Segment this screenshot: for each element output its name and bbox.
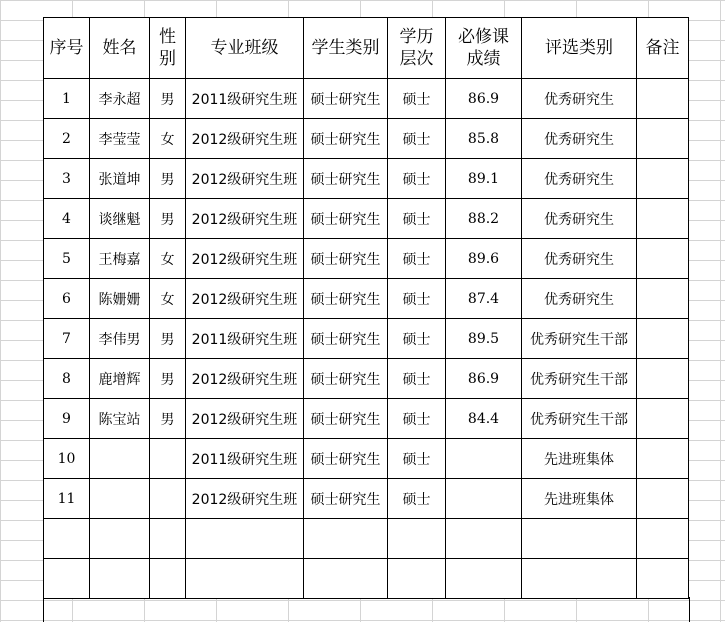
- cell-gender[interactable]: 男: [150, 199, 186, 239]
- cell-class[interactable]: 2012级研究生班: [186, 399, 304, 439]
- cell-degree[interactable]: 硕士: [388, 279, 446, 319]
- cell-student-type[interactable]: 硕士研究生: [304, 159, 388, 199]
- header-note[interactable]: 备注: [637, 18, 689, 79]
- cell-name[interactable]: 李伟男: [90, 319, 150, 359]
- cell-note[interactable]: [637, 119, 689, 159]
- cell-gender[interactable]: 男: [150, 399, 186, 439]
- cell-score[interactable]: [446, 439, 522, 479]
- cell-student-type[interactable]: [304, 519, 388, 559]
- cell-name[interactable]: 鹿增辉: [90, 359, 150, 399]
- table-row: [44, 319, 689, 359]
- cell-gender[interactable]: 女: [150, 119, 186, 159]
- table-row: [44, 119, 689, 159]
- sheet-trailing-edge: [43, 597, 690, 622]
- cell-award[interactable]: 先进班集体: [522, 439, 637, 479]
- cell-award[interactable]: 优秀研究生干部: [522, 359, 637, 399]
- cell-seq[interactable]: 6: [44, 279, 90, 319]
- cell-student-type[interactable]: 硕士研究生: [304, 439, 388, 479]
- cell-score[interactable]: 84.4: [446, 399, 522, 439]
- cell-student-type[interactable]: [304, 559, 388, 599]
- cell-note[interactable]: [637, 239, 689, 279]
- cell-name[interactable]: [90, 519, 150, 559]
- cell-award[interactable]: 优秀研究生干部: [522, 399, 637, 439]
- cell-class[interactable]: 2012级研究生班: [186, 199, 304, 239]
- cell-gender[interactable]: 男: [150, 79, 186, 119]
- cell-student-type[interactable]: 硕士研究生: [304, 119, 388, 159]
- cell-gender[interactable]: 女: [150, 239, 186, 279]
- cell-degree[interactable]: [388, 559, 446, 599]
- award-table: [43, 17, 689, 599]
- table-row: [44, 479, 689, 519]
- cell-student-type[interactable]: 硕士研究生: [304, 279, 388, 319]
- cell-name[interactable]: 谈继魁: [90, 199, 150, 239]
- table-row: [44, 439, 689, 479]
- cell-seq[interactable]: 4: [44, 199, 90, 239]
- cell-seq[interactable]: 9: [44, 399, 90, 439]
- cell-degree[interactable]: [388, 519, 446, 559]
- cell-score[interactable]: [446, 519, 522, 559]
- cell-award[interactable]: 优秀研究生: [522, 119, 637, 159]
- header-award[interactable]: 评选类别: [522, 18, 637, 79]
- cell-student-type[interactable]: 硕士研究生: [304, 399, 388, 439]
- cell-name[interactable]: 陈宝站: [90, 399, 150, 439]
- cell-degree[interactable]: 硕士: [388, 159, 446, 199]
- cell-name[interactable]: 陈姗姗: [90, 279, 150, 319]
- cell-score[interactable]: 86.9: [446, 79, 522, 119]
- cell-gender[interactable]: 男: [150, 359, 186, 399]
- cell-student-type[interactable]: 硕士研究生: [304, 79, 388, 119]
- cell-degree[interactable]: 硕士: [388, 399, 446, 439]
- cell-award[interactable]: 先进班集体: [522, 479, 637, 519]
- cell-name[interactable]: 王梅嘉: [90, 239, 150, 279]
- header-gender[interactable]: 性 别: [150, 18, 186, 79]
- cell-student-type[interactable]: 硕士研究生: [304, 359, 388, 399]
- table-row: [44, 559, 689, 599]
- cell-seq[interactable]: [44, 519, 90, 559]
- cell-degree[interactable]: 硕士: [388, 239, 446, 279]
- header-score[interactable]: 必修课 成绩: [446, 18, 522, 79]
- cell-score[interactable]: 89.1: [446, 159, 522, 199]
- cell-note[interactable]: [637, 279, 689, 319]
- cell-note[interactable]: [637, 519, 689, 559]
- cell-note[interactable]: [637, 479, 689, 519]
- cell-score[interactable]: 88.2: [446, 199, 522, 239]
- table-row: [44, 79, 689, 119]
- table-row: [44, 359, 689, 399]
- cell-award[interactable]: 优秀研究生: [522, 279, 637, 319]
- cell-name[interactable]: [90, 479, 150, 519]
- header-name[interactable]: 姓名: [90, 18, 150, 79]
- cell-award[interactable]: 优秀研究生: [522, 79, 637, 119]
- cell-name[interactable]: 李莹莹: [90, 119, 150, 159]
- cell-seq[interactable]: [44, 559, 90, 599]
- cell-seq[interactable]: 8: [44, 359, 90, 399]
- cell-award[interactable]: 优秀研究生干部: [522, 319, 637, 359]
- cell-seq[interactable]: 7: [44, 319, 90, 359]
- cell-seq[interactable]: 10: [44, 439, 90, 479]
- cell-name[interactable]: 张道坤: [90, 159, 150, 199]
- cell-note[interactable]: [637, 79, 689, 119]
- cell-gender[interactable]: 男: [150, 159, 186, 199]
- cell-class[interactable]: 2012级研究生班: [186, 119, 304, 159]
- cell-seq[interactable]: 5: [44, 239, 90, 279]
- cell-score[interactable]: 89.6: [446, 239, 522, 279]
- cell-seq[interactable]: 1: [44, 79, 90, 119]
- cell-award[interactable]: 优秀研究生: [522, 239, 637, 279]
- cell-score[interactable]: 89.5: [446, 319, 522, 359]
- header-degree[interactable]: 学历 层次: [388, 18, 446, 79]
- cell-name[interactable]: [90, 559, 150, 599]
- cell-score[interactable]: 86.9: [446, 359, 522, 399]
- cell-student-type[interactable]: 硕士研究生: [304, 199, 388, 239]
- header-row: [44, 18, 689, 79]
- cell-gender[interactable]: 男: [150, 319, 186, 359]
- cell-class[interactable]: 2011级研究生班: [186, 319, 304, 359]
- table-row: [44, 199, 689, 239]
- cell-class[interactable]: 2012级研究生班: [186, 279, 304, 319]
- table-row: [44, 519, 689, 559]
- cell-gender[interactable]: [150, 479, 186, 519]
- table-row: [44, 159, 689, 199]
- cell-student-type[interactable]: 硕士研究生: [304, 239, 388, 279]
- cell-class[interactable]: 2012级研究生班: [186, 239, 304, 279]
- cell-degree[interactable]: 硕士: [388, 479, 446, 519]
- cell-award[interactable]: 优秀研究生: [522, 199, 637, 239]
- cell-seq[interactable]: 11: [44, 479, 90, 519]
- table-row: [44, 279, 689, 319]
- cell-class[interactable]: 2012级研究生班: [186, 479, 304, 519]
- cell-degree[interactable]: 硕士: [388, 199, 446, 239]
- cell-note[interactable]: [637, 359, 689, 399]
- table-row: [44, 239, 689, 279]
- cell-gender[interactable]: [150, 519, 186, 559]
- header-seq[interactable]: 序号: [44, 18, 90, 79]
- cell-gender[interactable]: [150, 559, 186, 599]
- cell-note[interactable]: [637, 319, 689, 359]
- cell-gender[interactable]: [150, 439, 186, 479]
- cell-note[interactable]: [637, 159, 689, 199]
- cell-award[interactable]: [522, 559, 637, 599]
- cell-student-type[interactable]: 硕士研究生: [304, 319, 388, 359]
- cell-degree[interactable]: 硕士: [388, 439, 446, 479]
- cell-note[interactable]: [637, 439, 689, 479]
- cell-degree[interactable]: 硕士: [388, 79, 446, 119]
- cell-award[interactable]: 优秀研究生: [522, 159, 637, 199]
- cell-class[interactable]: 2011级研究生班: [186, 79, 304, 119]
- cell-award[interactable]: [522, 519, 637, 559]
- cell-seq[interactable]: 2: [44, 119, 90, 159]
- cell-note[interactable]: [637, 199, 689, 239]
- cell-degree[interactable]: 硕士: [388, 119, 446, 159]
- cell-class[interactable]: 2012级研究生班: [186, 359, 304, 399]
- cell-gender[interactable]: 女: [150, 279, 186, 319]
- cell-class[interactable]: 2011级研究生班: [186, 439, 304, 479]
- cell-class[interactable]: [186, 519, 304, 559]
- cell-note[interactable]: [637, 399, 689, 439]
- cell-note[interactable]: [637, 559, 689, 599]
- cell-score[interactable]: 85.8: [446, 119, 522, 159]
- header-class[interactable]: 专业班级: [186, 18, 304, 79]
- header-student-type[interactable]: 学生类别: [304, 18, 388, 79]
- cell-score[interactable]: 87.4: [446, 279, 522, 319]
- cell-name[interactable]: [90, 439, 150, 479]
- cell-score[interactable]: [446, 479, 522, 519]
- cell-degree[interactable]: 硕士: [388, 359, 446, 399]
- cell-seq[interactable]: 3: [44, 159, 90, 199]
- cell-name[interactable]: 李永超: [90, 79, 150, 119]
- table-row: [44, 399, 689, 439]
- cell-score[interactable]: [446, 559, 522, 599]
- cell-student-type[interactable]: 硕士研究生: [304, 479, 388, 519]
- cell-class[interactable]: [186, 559, 304, 599]
- cell-degree[interactable]: 硕士: [388, 319, 446, 359]
- cell-class[interactable]: 2012级研究生班: [186, 159, 304, 199]
